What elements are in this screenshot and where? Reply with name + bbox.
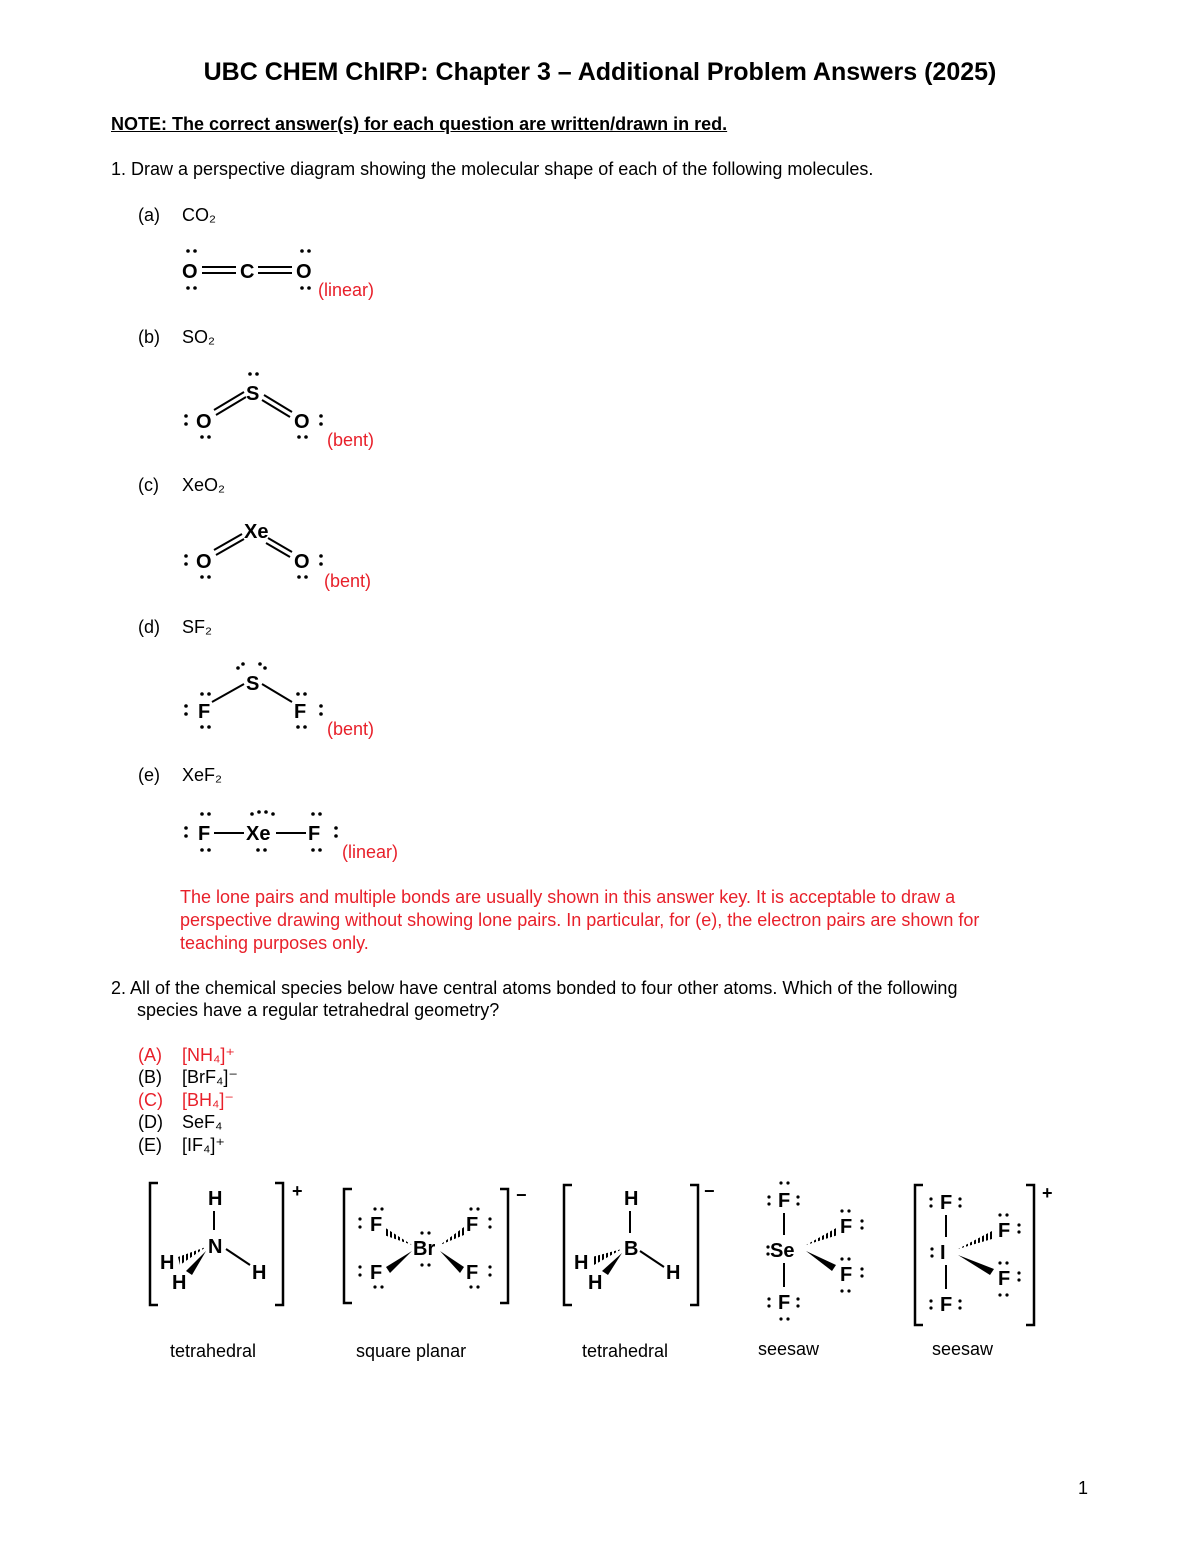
part-a-formula: CO₂ <box>182 205 216 225</box>
atom-f: F <box>778 1190 791 1212</box>
if4-shape-label: seesaw <box>932 1339 994 1359</box>
atom-n: N <box>208 1236 223 1258</box>
sf2-structure <box>176 656 336 740</box>
part-b-label: (b) <box>138 327 160 347</box>
part-a-label: (a) <box>138 205 160 225</box>
option-c-label: (C) <box>138 1090 163 1110</box>
bh4-structure <box>564 1181 715 1361</box>
option-b-species: [BrF₄]⁻ <box>182 1067 238 1087</box>
option-d-label: (D) <box>138 1112 163 1132</box>
nh4-shape-label: tetrahedral <box>170 1341 257 1361</box>
option-a-label: (A) <box>138 1045 162 1065</box>
part-b-formula: SO₂ <box>182 327 215 347</box>
atom-h: H <box>208 1188 223 1210</box>
atom-i: I <box>940 1242 946 1264</box>
xeo2-structure <box>176 512 336 590</box>
question-2-prompt-line-1: 2. All of the chemical species below have central atoms bonded to four other atoms. Which of the following <box>111 978 958 998</box>
atom-xe: Xe <box>244 521 269 543</box>
option-c-species: [BH₄]⁻ <box>182 1090 234 1110</box>
atom-h: H <box>666 1262 681 1284</box>
atom-f: F <box>198 701 211 723</box>
option-a-species: [NH₄]⁺ <box>182 1045 235 1065</box>
part-a-geometry: (linear) <box>318 280 375 300</box>
atom-s: S <box>246 383 260 405</box>
atom-s: S <box>246 673 260 695</box>
atom-o: O <box>196 551 212 573</box>
question-2-prompt-line-2: species have a regular tetrahedral geometry? <box>137 1000 500 1020</box>
atom-f: F <box>370 1214 383 1236</box>
atom-o: O <box>294 551 310 573</box>
part-d-label: (d) <box>138 617 160 637</box>
sef4-structure <box>758 1181 864 1359</box>
atom-f: F <box>840 1264 853 1286</box>
atom-f: F <box>840 1216 853 1238</box>
atom-f: F <box>294 701 307 723</box>
answer-comment-line-1: The lone pairs and multiple bonds are usually shown in this answer key. It is acceptable to draw a <box>180 887 956 907</box>
atom-se: Se <box>770 1240 795 1262</box>
part-d-formula: SF₂ <box>182 617 212 637</box>
co2-structure <box>170 240 330 300</box>
option-e-species: [IF₄]⁺ <box>182 1135 225 1155</box>
atom-o: O <box>196 411 212 433</box>
atom-f: F <box>940 1294 953 1316</box>
if4-charge: + <box>1042 1183 1053 1203</box>
atom-o: O <box>294 411 310 433</box>
part-c-geometry: (bent) <box>324 571 372 591</box>
atom-h: H <box>588 1272 603 1294</box>
q2-structures <box>130 1175 1070 1375</box>
so2-structure <box>176 362 336 448</box>
part-c-label: (c) <box>138 475 159 495</box>
nh4-structure <box>150 1181 303 1361</box>
option-b-label: (B) <box>138 1067 162 1087</box>
atom-h: H <box>624 1188 639 1210</box>
atom-f: F <box>198 823 211 845</box>
atom-f: F <box>998 1268 1011 1290</box>
option-e-label: (E) <box>138 1135 162 1155</box>
part-c-formula: XeO₂ <box>182 475 226 495</box>
question-1-prompt: 1. Draw a perspective diagram showing the molecular shape of each of the following molecules. <box>111 159 874 179</box>
atom-h: H <box>252 1262 267 1284</box>
nh4-charge: + <box>292 1181 303 1201</box>
brf4-charge: − <box>516 1185 527 1205</box>
atom-f: F <box>998 1220 1011 1242</box>
part-e-geometry: (linear) <box>342 842 399 862</box>
atom-xe: Xe <box>246 823 271 845</box>
part-d-geometry: (bent) <box>327 719 375 739</box>
atom-br: Br <box>413 1238 436 1260</box>
option-d-species: SeF₄ <box>182 1112 223 1132</box>
page-number: 1 <box>1078 1478 1089 1498</box>
atom-b: B <box>624 1238 639 1260</box>
atom-h: H <box>172 1272 187 1294</box>
atom-h: H <box>574 1252 589 1274</box>
atom-f: F <box>370 1262 383 1284</box>
sef4-shape-label: seesaw <box>758 1339 820 1359</box>
part-b-geometry: (bent) <box>327 430 375 450</box>
bh4-charge: − <box>704 1181 715 1201</box>
brf4-structure <box>344 1185 527 1361</box>
atom-o: O <box>182 261 198 283</box>
atom-o: O <box>296 261 312 283</box>
atom-f: F <box>308 823 321 845</box>
part-e-formula: XeF₂ <box>182 765 222 785</box>
atom-h: H <box>160 1252 175 1274</box>
page-title: UBC CHEM ChIRP: Chapter 3 – Additional Problem Answers (2025) <box>203 58 997 86</box>
atom-c: C <box>240 261 255 283</box>
atom-f: F <box>940 1192 953 1214</box>
brf4-shape-label: square planar <box>356 1341 467 1361</box>
part-e-label: (e) <box>138 765 160 785</box>
atom-f: F <box>466 1262 479 1284</box>
answer-comment-line-2: perspective drawing without showing lone pairs. In particular, for (e), the electron pairs are shown for <box>180 910 980 930</box>
bh4-shape-label: tetrahedral <box>582 1341 669 1361</box>
note-text: NOTE: The correct answer(s) for each question are written/drawn in red. <box>111 114 728 134</box>
xef2-structure <box>176 806 346 862</box>
atom-f: F <box>778 1292 791 1314</box>
answer-comment-line-3: teaching purposes only. <box>180 933 369 953</box>
if4-structure <box>915 1183 1053 1359</box>
atom-f: F <box>466 1214 479 1236</box>
